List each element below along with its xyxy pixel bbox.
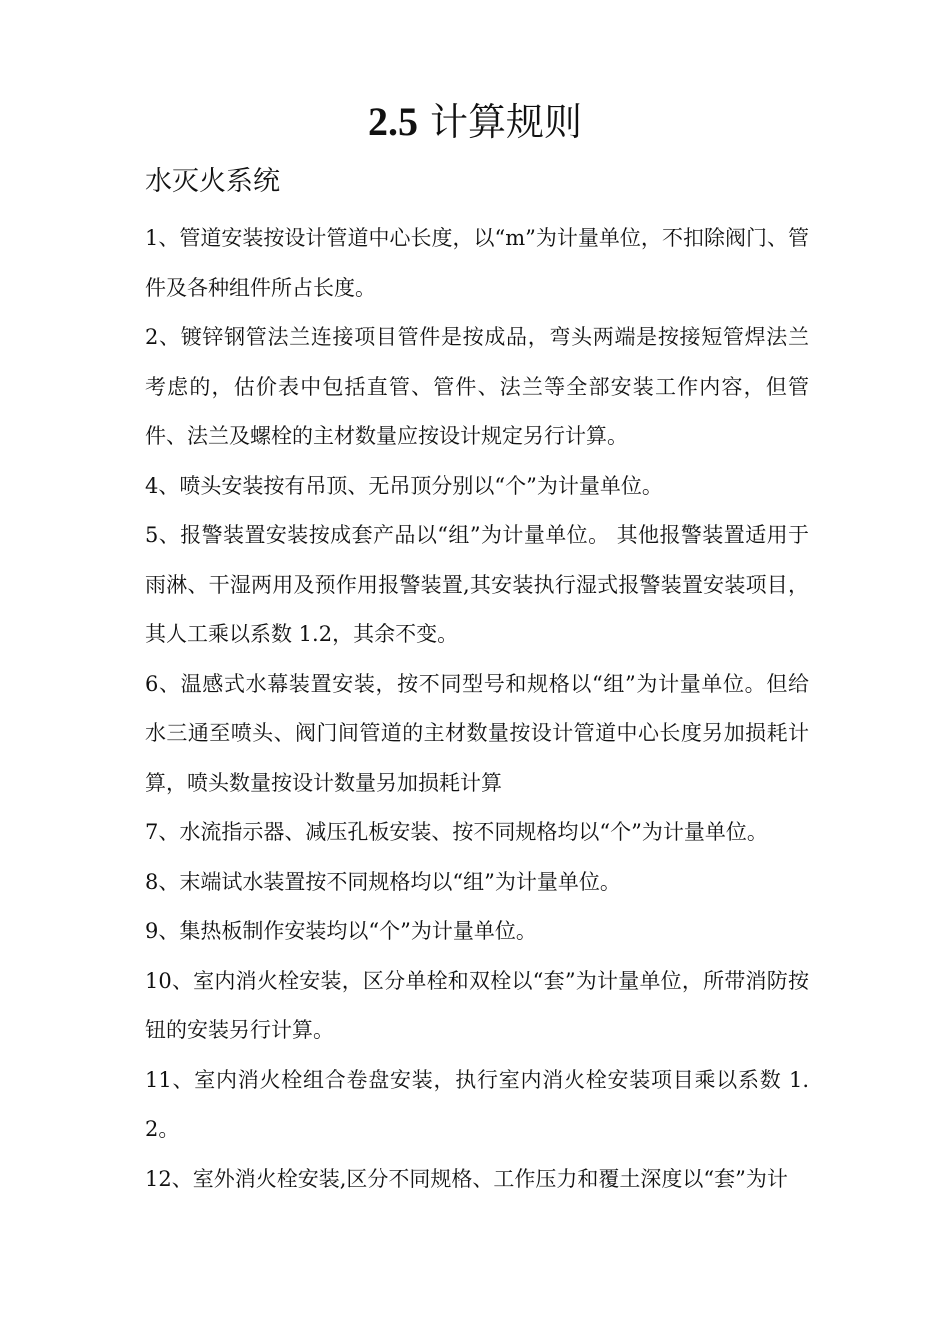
rule-paragraph: 7、水流指示器、减压孔板安装、按不同规格均以“个”为计量单位。 [145,820,768,844]
rule-paragraph: 2、镀锌钢管法兰连接项目管件是按成品，弯头两端是按接短管焊法兰考虑的，估价表中包括直管、管件、法兰等全部安装工作内容，但管件、法兰及螺栓的主材数量应按设计规定另行计算。 [145,325,809,448]
rule-paragraph: 6、温感式水幕装置安装，按不同型号和规格以“组”为计量单位。但给水三通至喷头、阀门间管道的主材数量按设计管道中心长度另加损耗计算，喷头数量按设计数量另加损耗计算 [145,671,809,795]
rule-paragraph: 1、管道安装按设计管道中心长度，以“m”为计量单位，不扣除阀门、管件及各种组件所占长度。 [145,226,809,300]
rule-paragraph: 5、报警装置安装按成套产品以“组”为计量单位。 其他报警装置适用于雨淋、干湿两用及预作用报警装置,其安装执行湿式报警装置安装项目，其人工乘以系数 1.2，其余不变。 [145,523,809,646]
page-title [0,92,950,152]
rule-paragraph: 8、末端试水装置按不同规格均以“组”为计量单位。 [145,869,621,894]
rule-paragraph: 11、室内消火栓组合卷盘安装，执行室内消火栓安装项目乘以系数 1.2。 [145,1067,809,1141]
rule-paragraph: 4、喷头安装按有吊顶、无吊顶分别以“个”为计量单位。 [145,473,663,498]
section-heading: 水灭火系统 [145,166,280,197]
title-number: 2.5 [367,99,418,144]
rule-paragraph: 9、集热板制作安装均以“个”为计量单位。 [145,919,537,943]
rule-paragraph: 10、室内消火栓安装，区分单栓和双栓以“套”为计量单位，所带消防按钮的安装另行计算。 [145,968,809,1042]
title-text: 计算规则 [430,100,583,144]
rule-paragraph: 12、室外消火栓安装,区分不同规格、工作压力和覆土深度以“套”为计 [145,1166,788,1191]
rules-body [145,214,809,1204]
